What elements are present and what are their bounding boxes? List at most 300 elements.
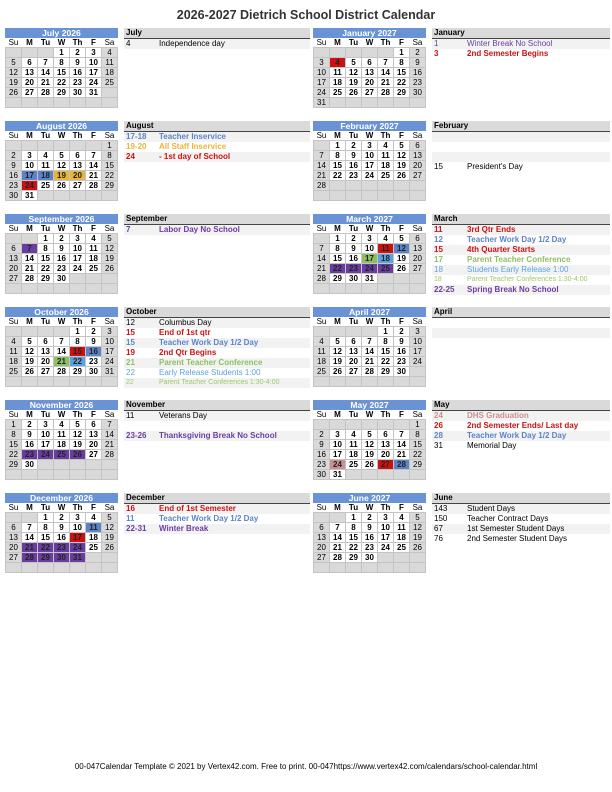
empty-cell (22, 141, 38, 151)
event-text (467, 132, 610, 142)
month-header: June 2027 (313, 493, 426, 503)
day-cell: 2 (410, 48, 426, 58)
day-cell: 15 (394, 68, 410, 78)
day-cell: 14 (22, 533, 38, 543)
empty-cell (6, 284, 22, 294)
day-cell: 30 (6, 191, 22, 201)
weekday-label: Su (314, 224, 330, 234)
empty-cell (102, 191, 118, 201)
empty-cell (378, 98, 394, 108)
empty-cell (70, 563, 86, 573)
day-cell: 20 (86, 440, 102, 450)
event-text: 2nd Semester Begins (467, 49, 549, 58)
empty-cell (394, 553, 410, 563)
event-row (432, 162, 610, 172)
empty-cell (22, 563, 38, 573)
month-calendar (313, 493, 426, 573)
empty-cell (102, 460, 118, 470)
empty-cell (86, 563, 102, 573)
day-cell: 20 (346, 357, 362, 367)
weekday-label: M (330, 131, 346, 141)
weekday-label: F (86, 38, 102, 48)
day-cell: 4 (86, 513, 102, 523)
day-cell: 13 (70, 161, 86, 171)
day-cell: 5 (330, 337, 346, 347)
day-cell: 16 (54, 254, 70, 264)
event-date: 11 (434, 225, 443, 234)
event-row (432, 132, 610, 142)
empty-cell (330, 377, 346, 387)
empty-cell (38, 48, 54, 58)
day-cell: 28 (330, 553, 346, 563)
event-row (432, 514, 610, 524)
day-cell: 18 (378, 161, 394, 171)
empty-cell (362, 470, 378, 480)
weekday-label: F (86, 224, 102, 234)
weekday-label: M (330, 410, 346, 420)
day-cell: 17 (70, 254, 86, 264)
day-cell: 7 (378, 58, 394, 68)
month-calendar (313, 214, 426, 294)
empty-cell (102, 284, 118, 294)
event-row (124, 431, 310, 441)
empty-cell (314, 48, 330, 58)
day-cell: 5 (22, 337, 38, 347)
weekday-label: Tu (346, 131, 362, 141)
day-cell: 22 (38, 264, 54, 274)
event-row (432, 441, 610, 451)
day-cell: 14 (314, 254, 330, 264)
month-notes (124, 121, 310, 162)
day-cell: 1 (394, 48, 410, 58)
day-cell: 25 (86, 543, 102, 553)
day-cell: 9 (54, 244, 70, 254)
day-cell: 14 (22, 254, 38, 264)
weekday-label: W (54, 503, 70, 513)
empty-cell (346, 327, 362, 337)
day-cell: 4 (6, 337, 22, 347)
weekday-label: Su (6, 503, 22, 513)
event-date: 150 (434, 514, 448, 523)
day-cell: 8 (6, 430, 22, 440)
event-text: 1st Semester Student Days (467, 524, 565, 533)
empty-cell (362, 420, 378, 430)
day-cell: 8 (394, 58, 410, 68)
day-cell: 11 (346, 440, 362, 450)
day-cell: 21 (362, 357, 378, 367)
weekday-label: W (54, 410, 70, 420)
empty-cell (394, 377, 410, 387)
day-cell: 24 (378, 543, 394, 553)
weekday-label: Tu (38, 38, 54, 48)
day-cell: 27 (346, 367, 362, 377)
day-cell: 12 (22, 347, 38, 357)
event-row (432, 255, 610, 265)
weekday-label: F (86, 410, 102, 420)
empty-cell (6, 98, 22, 108)
day-cell: 26 (394, 264, 410, 274)
empty-cell (54, 327, 70, 337)
event-text: Labor Day No School (159, 225, 240, 234)
empty-cell (86, 191, 102, 201)
day-cell: 17 (330, 450, 346, 460)
empty-cell (394, 191, 410, 201)
day-cell: 4 (330, 58, 346, 68)
empty-cell (362, 48, 378, 58)
weekday-label: Sa (410, 410, 426, 420)
empty-cell (346, 48, 362, 58)
day-cell: 8 (38, 244, 54, 254)
day-cell: 8 (378, 337, 394, 347)
weekday-label: W (54, 317, 70, 327)
weekday-label: Sa (102, 410, 118, 420)
weekday-label: F (394, 317, 410, 327)
event-date: 23-26 (126, 431, 147, 440)
day-cell: 2 (346, 234, 362, 244)
day-cell: 2 (346, 141, 362, 151)
notes-header: September (124, 214, 310, 225)
day-cell: 9 (410, 58, 426, 68)
day-cell: 2 (314, 430, 330, 440)
day-cell: 26 (410, 543, 426, 553)
event-date: 24 (126, 152, 135, 161)
page-title: 2026-2027 Dietrich School District Calendar (176, 8, 436, 22)
day-cell: 15 (346, 533, 362, 543)
day-cell: 1 (330, 141, 346, 151)
event-date: 19-20 (126, 142, 147, 151)
day-cell: 18 (346, 450, 362, 460)
empty-cell (6, 48, 22, 58)
day-cell: 1 (102, 141, 118, 151)
day-cell: 10 (410, 337, 426, 347)
notes-header: April (432, 307, 610, 318)
day-cell: 16 (346, 254, 362, 264)
weekday-label: Th (70, 131, 86, 141)
empty-cell (410, 274, 426, 284)
month-header: April 2027 (313, 307, 426, 317)
day-cell: 24 (38, 450, 54, 460)
day-cell: 27 (38, 367, 54, 377)
day-cell: 22 (38, 543, 54, 553)
day-cell: 29 (410, 460, 426, 470)
weekday-label: Sa (410, 503, 426, 513)
weekday-label: Th (378, 131, 394, 141)
empty-cell (86, 470, 102, 480)
event-date: 15 (126, 328, 135, 337)
day-cell: 6 (6, 244, 22, 254)
day-cell: 23 (86, 357, 102, 367)
day-cell: 9 (54, 523, 70, 533)
empty-cell (70, 284, 86, 294)
day-cell: 23 (70, 78, 86, 88)
day-cell: 21 (22, 543, 38, 553)
empty-cell (346, 191, 362, 201)
event-row (432, 431, 610, 441)
day-cell: 11 (38, 161, 54, 171)
day-cell: 29 (38, 274, 54, 284)
event-text: Spring Break No School (467, 285, 559, 294)
event-row (432, 411, 610, 421)
day-cell: 3 (314, 58, 330, 68)
empty-cell (378, 563, 394, 573)
empty-cell (410, 181, 426, 191)
day-cell: 15 (38, 533, 54, 543)
day-cell: 26 (22, 367, 38, 377)
event-row (432, 225, 610, 235)
empty-cell (38, 98, 54, 108)
event-text (159, 421, 310, 431)
event-text: Student Days (467, 504, 516, 513)
empty-cell (410, 367, 426, 377)
day-cell: 22 (70, 357, 86, 367)
event-date: 4 (126, 39, 131, 48)
day-cell: 1 (70, 327, 86, 337)
weekday-label: Th (70, 410, 86, 420)
day-cell: 11 (330, 68, 346, 78)
day-cell: 11 (54, 430, 70, 440)
day-cell: 17 (22, 171, 38, 181)
day-cell: 4 (394, 513, 410, 523)
empty-cell (330, 563, 346, 573)
day-cell: 12 (70, 430, 86, 440)
empty-cell (70, 274, 86, 284)
day-cell: 29 (330, 274, 346, 284)
empty-cell (394, 274, 410, 284)
day-cell: 30 (86, 367, 102, 377)
day-cell: 10 (38, 430, 54, 440)
empty-cell (346, 98, 362, 108)
weekday-label: Th (378, 410, 394, 420)
day-cell: 27 (6, 553, 22, 563)
empty-cell (394, 181, 410, 191)
weekday-label: Sa (102, 503, 118, 513)
empty-cell (38, 284, 54, 294)
weekday-label: Sa (410, 38, 426, 48)
weekday-label: Sa (410, 224, 426, 234)
day-cell: 6 (38, 337, 54, 347)
empty-cell (330, 191, 346, 201)
day-cell: 26 (70, 450, 86, 460)
event-date: 67 (434, 524, 443, 533)
day-cell: 17 (70, 533, 86, 543)
day-cell: 8 (330, 244, 346, 254)
empty-cell (362, 98, 378, 108)
weekday-label: Tu (38, 131, 54, 141)
day-cell: 14 (102, 430, 118, 440)
weekday-label: M (330, 224, 346, 234)
day-cell: 30 (54, 274, 70, 284)
weekday-label: Tu (38, 317, 54, 327)
month-calendar (313, 307, 426, 387)
day-cell: 1 (378, 327, 394, 337)
day-cell: 31 (86, 88, 102, 98)
day-cell: 13 (38, 347, 54, 357)
month-header: October 2026 (5, 307, 118, 317)
weekday-label: F (394, 503, 410, 513)
day-cell: 14 (54, 347, 70, 357)
event-row (432, 142, 610, 152)
day-cell: 15 (70, 347, 86, 357)
day-cell: 30 (70, 88, 86, 98)
empty-cell (86, 274, 102, 284)
day-cell: 29 (70, 367, 86, 377)
day-cell: 21 (22, 264, 38, 274)
empty-cell (410, 553, 426, 563)
event-date: 3 (434, 49, 439, 58)
event-date: 22 (126, 368, 135, 377)
notes-header: February (432, 121, 610, 132)
weekday-label: M (22, 503, 38, 513)
empty-cell (22, 234, 38, 244)
day-cell: 10 (86, 58, 102, 68)
day-cell: 22 (394, 78, 410, 88)
day-cell: 19 (70, 440, 86, 450)
day-cell: 13 (378, 440, 394, 450)
day-cell: 20 (38, 357, 54, 367)
day-cell: 11 (394, 523, 410, 533)
day-cell: 18 (54, 440, 70, 450)
day-cell: 26 (330, 367, 346, 377)
day-cell: 16 (22, 440, 38, 450)
day-cell: 26 (6, 88, 22, 98)
empty-cell (314, 234, 330, 244)
day-cell: 7 (314, 244, 330, 254)
event-row (124, 225, 310, 235)
notes-header: October (124, 307, 310, 318)
empty-cell (394, 284, 410, 294)
month-calendar (5, 121, 118, 201)
day-cell: 30 (314, 470, 330, 480)
day-cell: 21 (38, 78, 54, 88)
day-cell: 25 (54, 450, 70, 460)
month-notes (124, 214, 310, 235)
day-cell: 13 (410, 244, 426, 254)
day-cell: 1 (330, 234, 346, 244)
day-cell: 22 (410, 450, 426, 460)
day-cell: 13 (362, 68, 378, 78)
empty-cell (362, 563, 378, 573)
empty-cell (314, 141, 330, 151)
empty-cell (102, 377, 118, 387)
empty-cell (362, 191, 378, 201)
day-cell: 26 (362, 460, 378, 470)
month-header: July 2026 (5, 28, 118, 38)
event-row (432, 524, 610, 534)
event-date: 22-31 (126, 524, 147, 533)
month-header: February 2027 (313, 121, 426, 131)
day-cell: 7 (330, 523, 346, 533)
day-cell: 25 (346, 460, 362, 470)
weekday-label: W (362, 224, 378, 234)
empty-cell (378, 420, 394, 430)
event-row (124, 504, 310, 514)
day-cell: 15 (38, 254, 54, 264)
empty-cell (378, 470, 394, 480)
day-cell: 3 (410, 327, 426, 337)
day-cell: 26 (54, 181, 70, 191)
empty-cell (346, 377, 362, 387)
weekday-label: Sa (102, 317, 118, 327)
day-cell: 23 (346, 264, 362, 274)
event-date (432, 142, 467, 152)
event-date: 16 (126, 504, 135, 513)
event-date: 12 (126, 318, 135, 327)
day-cell: 12 (394, 244, 410, 254)
event-date: 11 (126, 411, 135, 420)
day-cell: 21 (54, 357, 70, 367)
day-cell: 16 (86, 347, 102, 357)
day-cell: 19 (394, 161, 410, 171)
day-cell: 9 (22, 430, 38, 440)
day-cell: 22 (330, 171, 346, 181)
weekday-label: Th (70, 317, 86, 327)
day-cell: 5 (346, 58, 362, 68)
weekday-label: W (54, 224, 70, 234)
event-text: 2nd Semester Ends/ Last day (467, 421, 579, 430)
day-cell: 30 (346, 274, 362, 284)
empty-cell (54, 284, 70, 294)
empty-cell (86, 98, 102, 108)
month-calendar (5, 493, 118, 573)
day-cell: 3 (38, 420, 54, 430)
empty-cell (330, 420, 346, 430)
day-cell: 3 (362, 234, 378, 244)
event-row (432, 39, 610, 49)
empty-cell (378, 48, 394, 58)
event-date: 17 (434, 255, 443, 264)
empty-cell (70, 98, 86, 108)
weekday-label: Su (6, 224, 22, 234)
empty-cell (410, 98, 426, 108)
day-cell: 15 (410, 440, 426, 450)
month-header: December 2026 (5, 493, 118, 503)
day-cell: 3 (70, 234, 86, 244)
event-text: Winter Break (159, 524, 209, 533)
weekday-label: Th (378, 317, 394, 327)
day-cell: 23 (22, 450, 38, 460)
day-cell: 28 (394, 460, 410, 470)
empty-cell (22, 327, 38, 337)
day-cell: 8 (102, 151, 118, 161)
event-row (432, 285, 610, 295)
day-cell: 16 (70, 68, 86, 78)
day-cell: 26 (102, 543, 118, 553)
empty-cell (54, 460, 70, 470)
day-cell: 12 (6, 68, 22, 78)
day-cell: 9 (346, 244, 362, 254)
event-text: Teacher Work Day 1/2 Day (467, 431, 567, 440)
event-text: Teacher Work Day 1/2 Day (159, 338, 259, 347)
weekday-label: Su (314, 503, 330, 513)
day-cell: 11 (86, 244, 102, 254)
month-header: May 2027 (313, 400, 426, 410)
day-cell: 4 (38, 151, 54, 161)
day-cell: 25 (38, 181, 54, 191)
weekday-label: F (394, 131, 410, 141)
event-text: End of 1st Semester (159, 504, 236, 513)
day-cell: 10 (330, 440, 346, 450)
empty-cell (330, 284, 346, 294)
weekday-label: F (394, 224, 410, 234)
day-cell: 19 (346, 78, 362, 88)
day-cell: 3 (70, 513, 86, 523)
event-row (124, 358, 310, 368)
day-cell: 17 (378, 533, 394, 543)
day-cell: 3 (102, 327, 118, 337)
event-row (124, 411, 310, 421)
event-row (124, 39, 310, 49)
day-cell: 2 (54, 513, 70, 523)
